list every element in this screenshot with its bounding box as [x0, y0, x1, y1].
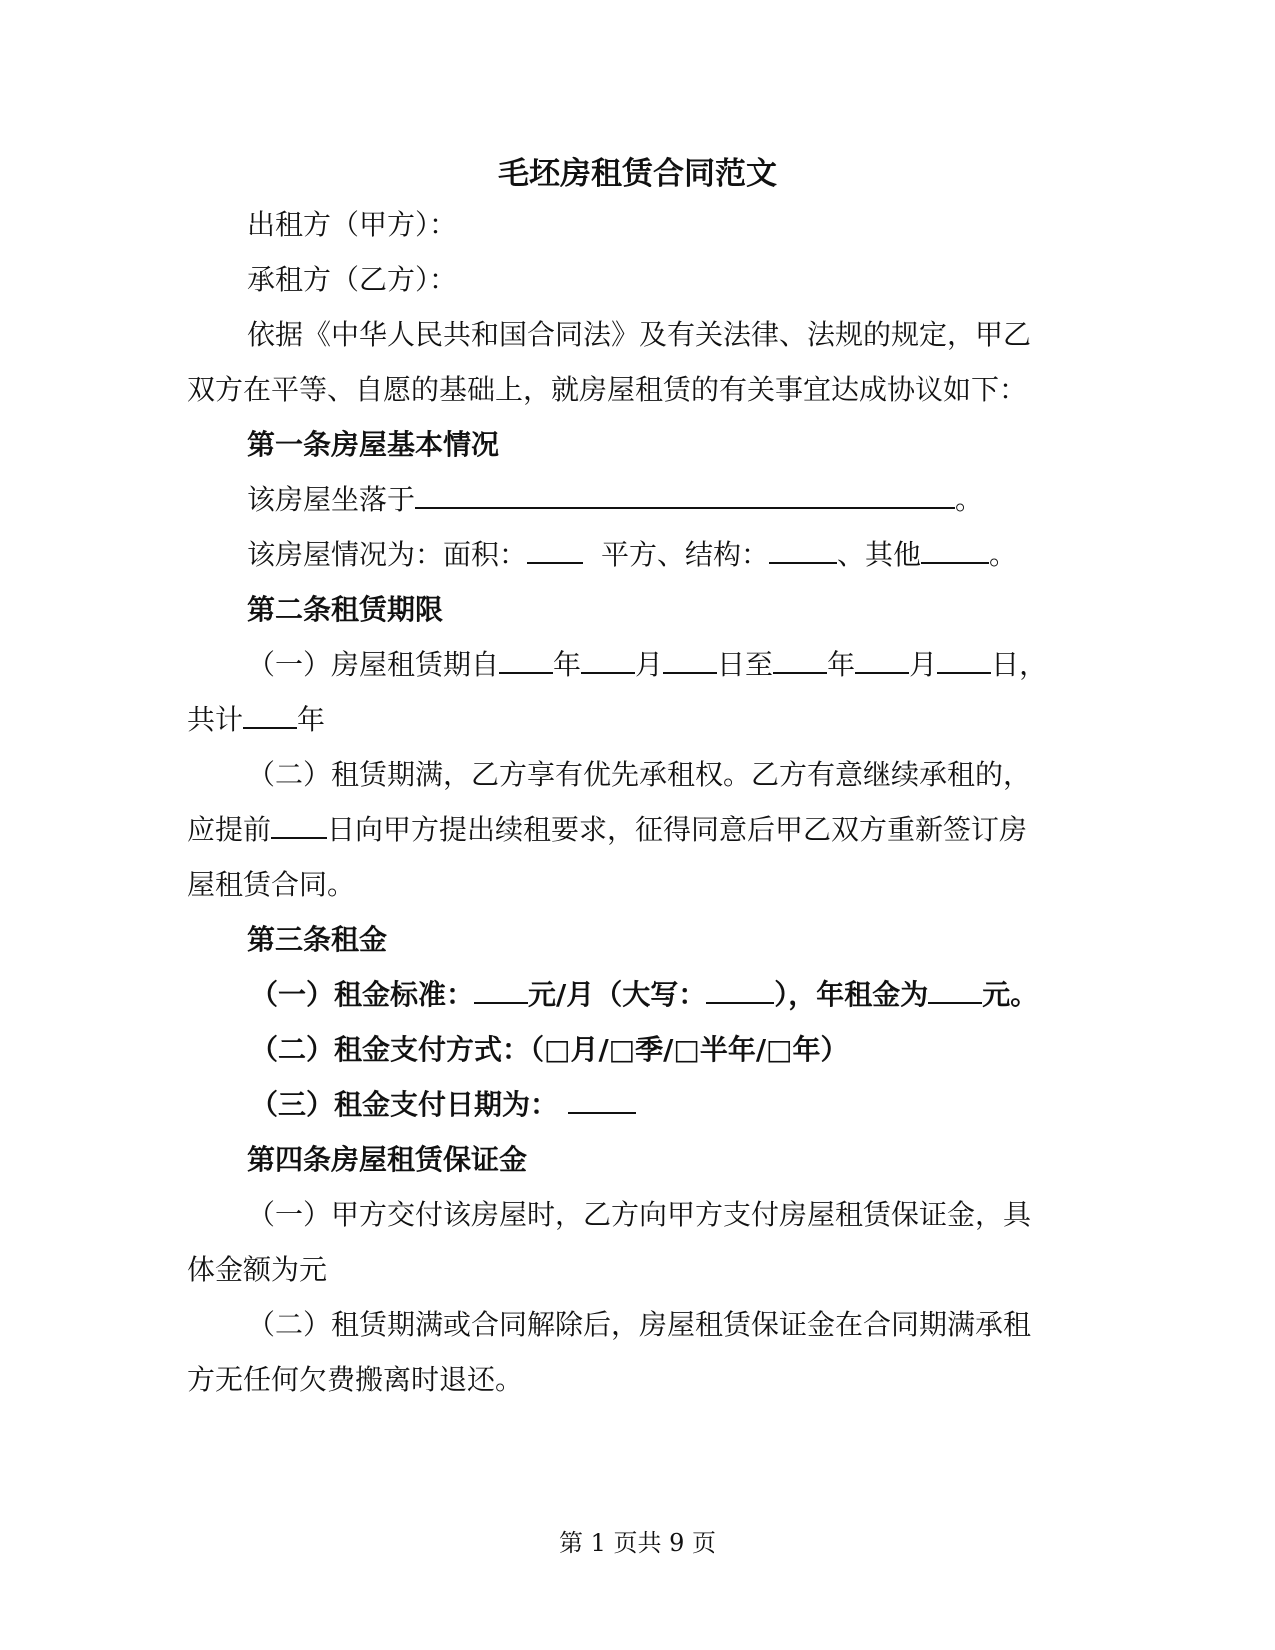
- rent-standard-label: （一）租金标准：: [250, 978, 475, 1011]
- term-label: （一）房屋租赁期自: [247, 648, 500, 681]
- lessee-line: 承租方（乙方）：: [247, 263, 458, 296]
- renewal-suffix: 日向甲方提出续租要求，征得同意后甲乙双方重新签订房: [327, 813, 1028, 846]
- rent-unit-text: 元/月（大写：: [528, 978, 707, 1011]
- payment-date-blank[interactable]: [568, 1086, 636, 1114]
- other-label: 、其他: [837, 538, 922, 571]
- intro-line-1: 依据《中华人民共和国合同法》及有关法律、法规的规定，甲乙: [247, 318, 1032, 351]
- structure-blank[interactable]: [769, 536, 837, 564]
- intro-line-2: 双方在平等、自愿的基础上，就房屋租赁的有关事宜达成协议如下：: [187, 373, 1028, 406]
- end-year-blank[interactable]: [773, 646, 827, 674]
- total-unit: 年: [297, 703, 326, 736]
- year-text: 年: [553, 648, 582, 681]
- article-3-heading: 第三条租金: [247, 923, 388, 956]
- year-text: 年: [827, 648, 856, 681]
- rent-in-words-blank[interactable]: [706, 976, 774, 1004]
- annual-rent-label: ），年租金为: [774, 978, 929, 1011]
- term-line-2: [187, 700, 325, 740]
- notice-days-blank[interactable]: [271, 811, 327, 839]
- day-to-text: 日至: [717, 648, 774, 681]
- condition-label: 该房屋情况为：面积：: [247, 538, 528, 571]
- start-year-blank[interactable]: [499, 646, 553, 674]
- payment-date-line: [250, 1085, 636, 1125]
- day-end-text: 日，: [991, 648, 1048, 681]
- start-month-blank[interactable]: [581, 646, 635, 674]
- deposit-line-1: （一）甲方交付该房屋时，乙方向甲方支付房屋租赁保证金，具: [247, 1198, 1032, 1231]
- location-end: 。: [955, 483, 984, 516]
- annual-rent-unit: 元。: [982, 978, 1039, 1011]
- renewal-line-1: （二）租赁期满，乙方享有优先承租权。乙方有意继续承租的，: [247, 758, 1032, 791]
- rent-standard-line: [250, 975, 1038, 1015]
- end-day-blank[interactable]: [937, 646, 991, 674]
- deposit-return-line-1: （二）租赁期满或合同解除后，房屋租赁保证金在合同期满承租: [247, 1308, 1032, 1341]
- renewal-prefix: 应提前: [187, 813, 272, 846]
- renewal-line-2: [187, 810, 1027, 850]
- start-day-blank[interactable]: [663, 646, 717, 674]
- payment-date-label: （三）租金支付日期为：: [250, 1088, 559, 1121]
- location-blank[interactable]: [415, 481, 955, 509]
- payment-method-line: （二）租金支付方式：（□月/□季/□半年/□年）: [250, 1033, 849, 1066]
- term-line-1: [247, 645, 1047, 685]
- structure-label: 平方、结构：: [601, 538, 770, 571]
- deposit-return-line-2: 方无任何欠费搬离时退还。: [187, 1363, 524, 1396]
- document-title: 毛坯房租赁合同范文: [498, 156, 777, 192]
- month-text: 月: [635, 648, 664, 681]
- total-label: 共计: [187, 703, 244, 736]
- annual-rent-blank[interactable]: [928, 976, 982, 1004]
- area-blank[interactable]: [527, 536, 583, 564]
- article-1-heading: 第一条房屋基本情况: [247, 428, 500, 461]
- condition-end: 。: [989, 538, 1018, 571]
- location-line: [247, 480, 983, 520]
- deposit-line-2: 体金额为元: [187, 1253, 328, 1286]
- page-footer: 第 1 页共 9 页: [558, 1529, 717, 1557]
- total-years-blank[interactable]: [243, 701, 297, 729]
- article-2-heading: 第二条租赁期限: [247, 593, 444, 626]
- lessor-line: 出租方（甲方）：: [247, 208, 458, 241]
- renewal-line-3: 屋租赁合同。: [187, 868, 356, 901]
- month-text: 月: [909, 648, 938, 681]
- monthly-rent-blank[interactable]: [474, 976, 528, 1004]
- article-4-heading: 第四条房屋租赁保证金: [247, 1143, 528, 1176]
- end-month-blank[interactable]: [855, 646, 909, 674]
- condition-line: [247, 535, 1017, 575]
- location-label: 该房屋坐落于: [247, 483, 416, 516]
- other-blank[interactable]: [921, 536, 989, 564]
